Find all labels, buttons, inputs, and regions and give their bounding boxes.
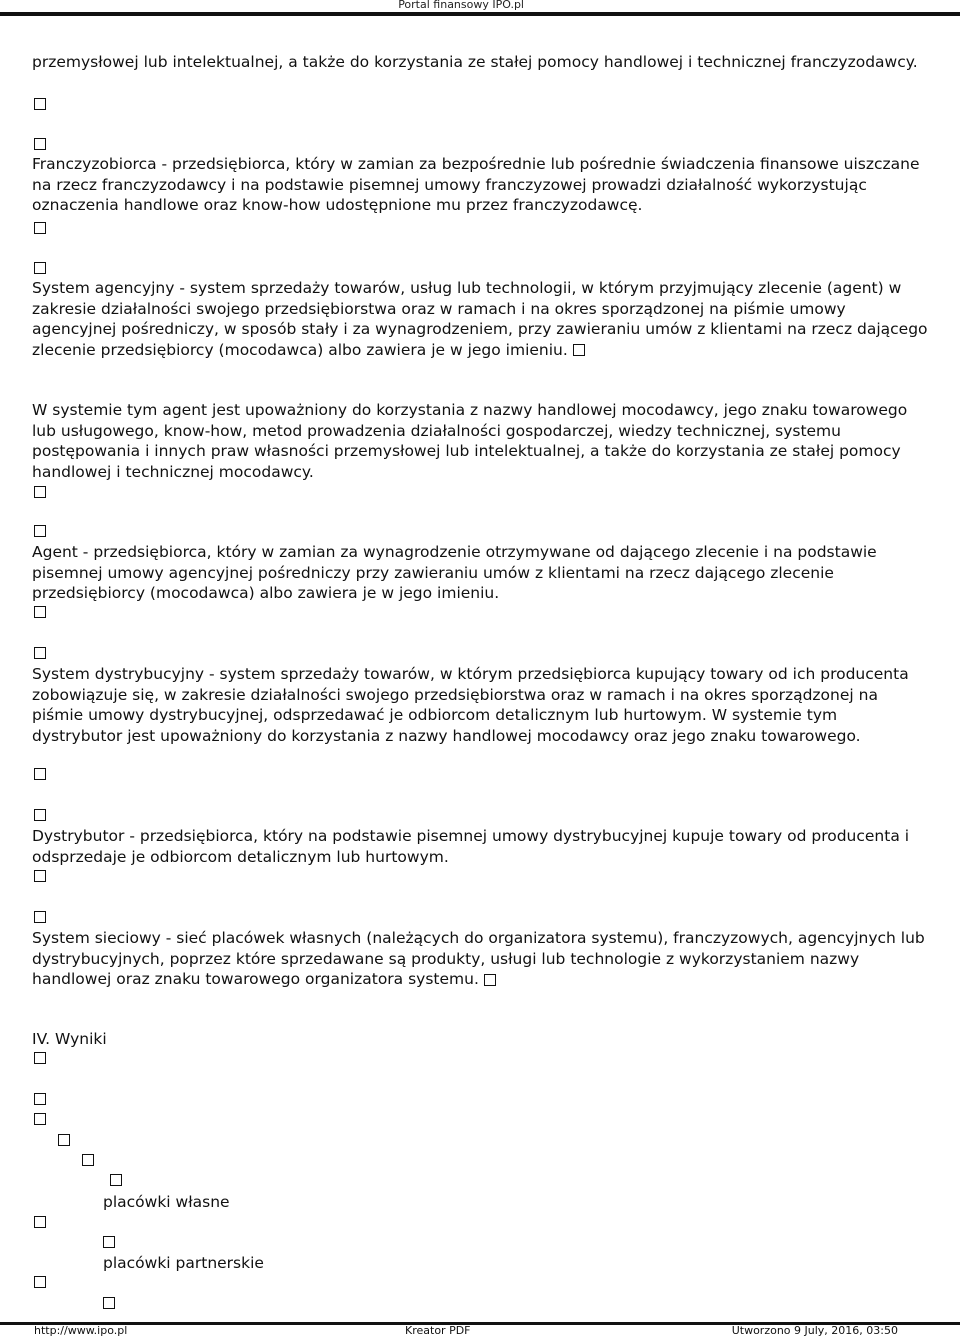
empty-square-glyph-icon bbox=[34, 222, 46, 234]
empty-square-glyph-icon bbox=[34, 606, 46, 618]
footer-created: Utworzono 9 July, 2016, 03:50 bbox=[731, 1324, 898, 1337]
paragraph-system-agencyjny: System agencyjny - system sprzedaży towarów, usług lub technologii, w którym przyjmujący zlecenie (agent) w zakresie działalności swojego przedsiębiorstwa oraz w ramach i na okres sporządzonej na piśmie umowy agencyjnej pośredniczy, w sposób stały i za wynagrodzeniem, przy zawieraniu umów z klientami na rzecz dającego zlecenie przedsiębiorcy (mocodawca) albo zawiera je w jego imieniu. bbox=[32, 279, 928, 359]
footer-creator: Kreator PDF bbox=[405, 1324, 471, 1337]
paragraph-agent-rights: W systemie tym agent jest upoważniony do korzystania z nazwy handlowej mocodawcy, jego znaku towarowego lub usługowego, know-how, metod prowadzenia działalności gospodarczej, wiedzy technicznej, systemu postępowania i innych praw własności przemysłowej lub intelektualnej, a także do korzystania ze stałej pomocy handlowej i technicznej mocodawcy. bbox=[32, 401, 908, 481]
footer-url[interactable]: http://www.ipo.pl bbox=[34, 1324, 128, 1337]
list-item-own: placówki własne bbox=[103, 1193, 230, 1211]
empty-square-glyph-icon bbox=[34, 1113, 46, 1125]
empty-square-glyph-icon bbox=[34, 870, 46, 882]
header-rule bbox=[0, 12, 960, 16]
empty-square-glyph-icon bbox=[34, 768, 46, 780]
empty-square-glyph-icon bbox=[34, 98, 46, 110]
paragraph-continuation: przemysłowej lub intelektualnej, a także do korzystania ze stałej pomocy handlowej i technicznej franczyzodawcy. bbox=[32, 53, 918, 71]
empty-square-glyph-icon bbox=[103, 1297, 115, 1309]
header-site-title: Portal finansowy IPO.pl bbox=[398, 0, 524, 11]
paragraph-system-dystrybucyjny: System dystrybucyjny - system sprzedaży towarów, w którym przedsiębiorca kupujący towary od ich producenta zobowiązuje się, w zakresie działalności swojego przedsiębiorstwa oraz w ramach i na okres sporządzonej na piśmie umowy dystrybucyjnej, odsprzedawać je odbiorcom detalicznym lub hurtowym. W systemie tym dystrybutor jest upoważniony do korzystania z nazwy handlowej mocodawcy oraz jego znaku towarowego. bbox=[32, 665, 909, 745]
empty-square-glyph-icon bbox=[34, 1216, 46, 1228]
paragraph-franczyzobiorca: Franczyzobiorca - przedsiębiorca, który w zamian za bezpośrednie lub pośrednie świadczenia finansowe uiszczane na rzecz franczyzodawcy i na podstawie pisemnej umowy franczyzowej prowadzi działalność wykorzystując oznaczenia handlowe oraz know-how udostępnione mu przez franczyzodawcę. bbox=[32, 155, 920, 214]
empty-square-glyph-icon bbox=[34, 911, 46, 923]
empty-square-glyph-icon bbox=[573, 344, 585, 356]
empty-square-glyph-icon bbox=[58, 1134, 70, 1146]
empty-square-glyph-icon bbox=[110, 1174, 122, 1186]
empty-square-glyph-icon bbox=[34, 262, 46, 274]
empty-square-glyph-icon bbox=[82, 1154, 94, 1166]
empty-square-glyph-icon bbox=[103, 1236, 115, 1248]
empty-square-glyph-icon bbox=[34, 486, 46, 498]
paragraph-dystrybutor: Dystrybutor - przedsiębiorca, który na podstawie pisemnej umowy dystrybucyjnej kupuje towary od producenta i odsprzedaje je odbiorcom detalicznym lub hurtowym. bbox=[32, 827, 910, 866]
empty-square-glyph-icon bbox=[34, 809, 46, 821]
empty-square-glyph-icon bbox=[34, 1276, 46, 1288]
empty-square-glyph-icon bbox=[34, 1093, 46, 1105]
empty-square-glyph-icon bbox=[34, 647, 46, 659]
paragraph-system-sieciowy: System sieciowy - sieć placówek własnych (należących do organizatora systemu), franczyzowych, agencyjnych lub dystrybucyjnych, poprzez które sprzedawane są produkty, usługi lub technologie z wykorzystaniem nazwy handlowej oraz znaku towarowego organizatora systemu. bbox=[32, 929, 925, 988]
section-title: IV. Wyniki bbox=[32, 1030, 107, 1048]
empty-square-glyph-icon bbox=[34, 138, 46, 150]
list-item-partner: placówki partnerskie bbox=[103, 1254, 264, 1272]
empty-square-glyph-icon bbox=[34, 525, 46, 537]
empty-square-glyph-icon bbox=[34, 1052, 46, 1064]
empty-square-glyph-icon bbox=[484, 974, 496, 986]
paragraph-agent: Agent - przedsiębiorca, który w zamian za wynagrodzenie otrzymywane od dającego zlecenie i na podstawie pisemnej umowy agencyjnej pośredniczy przy zawieraniu umów z klientami na rzecz dającego zlecenie przedsiębiorcy (mocodawca) albo zawiera je w jego imieniu. bbox=[32, 543, 877, 602]
